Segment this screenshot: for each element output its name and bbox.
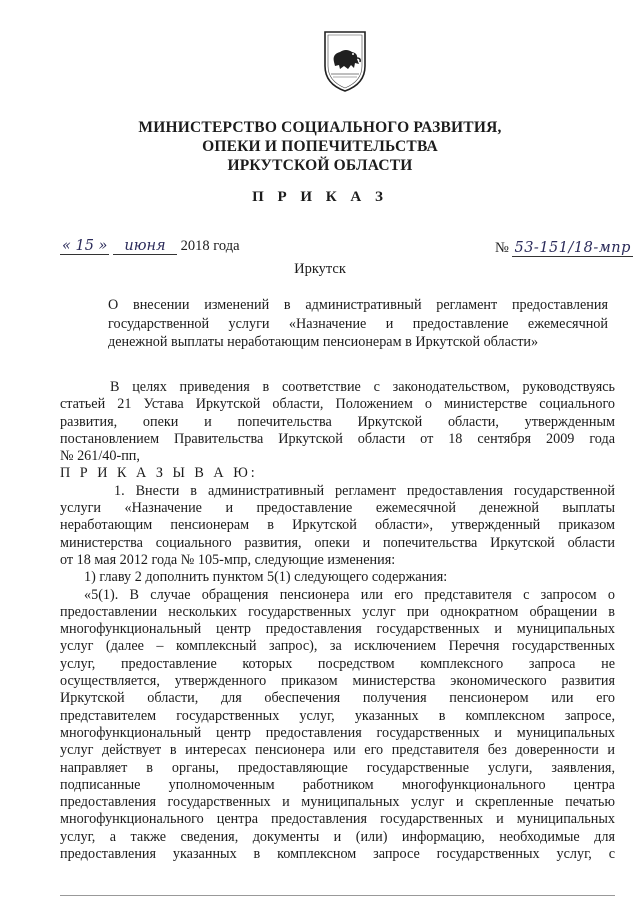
body-line: услуг (далее – комплексный запрос), за исключением Перечня государственных <box>60 638 615 655</box>
number-sign: № <box>495 240 509 256</box>
document-type: П Р И К А З <box>252 189 388 205</box>
page-bottom-edge <box>60 895 615 896</box>
body-line: услуг действует в интересах пенсионера или его представителя без доверенности и <box>60 742 615 759</box>
body-line: «5(1). В случае обращения пенсионера или его представителя с запросом о <box>84 586 615 603</box>
order-date <box>60 238 240 255</box>
city: Иркутск <box>294 261 346 277</box>
ministry-line: ОПЕКИ И ПОПЕЧИТЕЛЬСТВА <box>202 138 438 155</box>
body-line: услуг, предоставление которых посредством комплексного запроса не <box>60 655 615 672</box>
body-line: Иркутской области, для обеспечения получения пенсионером или его <box>60 690 615 707</box>
body-line: направляет в органы, предоставляющие государственные услуги, заявления, <box>60 759 615 776</box>
subject-line: О внесении изменений в административный регламент предоставления <box>108 297 608 313</box>
irkutsk-coat-of-arms-icon <box>320 28 370 94</box>
number-value: 53-151/18-мпр <box>514 240 631 256</box>
body-line: многофункциональный центр предоставления государственных и муниципальных <box>60 621 615 638</box>
body-line: предоставлении нескольких государственных услуг при однократном обращении в <box>60 603 615 620</box>
order-subject <box>108 296 608 352</box>
body-line: предоставления государственных и муниципальных услуг и скрепленные печатью <box>60 794 615 811</box>
body-line: неработающим пенсионерам в Иркутской области», утвержденный приказом <box>60 517 615 534</box>
body-line: 1) главу 2 дополнить пунктом 5(1) следующего содержания: <box>84 569 448 586</box>
date-day: « 15 » <box>62 238 108 254</box>
body-line: многофункционального центра предоставления государственных и муниципальных <box>60 811 615 828</box>
ministry-line: МИНИСТЕРСТВО СОЦИАЛЬНОГО РАЗВИТИЯ, <box>138 119 502 136</box>
body-line: статьей 21 Устава Иркутской области, Положением о министерстве социального <box>60 396 615 413</box>
body-line: услуги «Назначение и предоставление ежемесячной денежной выплаты <box>60 500 615 517</box>
body-line: многофункциональный центр предоставления государственных и муниципальных <box>60 724 615 741</box>
subject-line: государственной услуги «Назначение и предоставление ежемесячной <box>108 315 608 332</box>
ministry-line: ИРКУТСКОЙ ОБЛАСТИ <box>227 157 413 174</box>
body-line: осуществляется, утвержденного приказом министерства экономического развития <box>60 673 615 690</box>
body-line: постановлением Правительства Иркутской области от 18 сентября 2009 года <box>60 430 615 447</box>
body-line: от 18 мая 2012 года № 105-мпр, следующие изменения: <box>60 551 396 568</box>
body-line: услуг, а также сведения, документы и (или) информацию, необходимые для <box>60 828 615 845</box>
order-directive: П Р И К А З Ы В А Ю: <box>60 465 258 482</box>
order-number <box>495 240 633 257</box>
body-line: № 261/40-пп, <box>60 448 140 465</box>
date-month: июня <box>113 238 177 255</box>
body-line: предоставления указанных в комплексном запросе государственных услуг, с <box>60 846 615 863</box>
body-line: 1. Внести в административный регламент предоставления государственной <box>114 482 615 499</box>
order-body <box>60 379 615 863</box>
body-line: представителем государственных услуг, указанных в комплексном запросе, <box>60 707 615 724</box>
date-year: 2018 года <box>180 238 240 254</box>
subject-line: денежной выплаты неработающим пенсионерам в Иркутской области» <box>108 334 539 350</box>
body-line: В целях приведения в соответствие с законодательством, руководствуясь <box>110 379 615 395</box>
body-line: подписанные уполномоченным работником многофункционального центра <box>60 776 615 793</box>
body-line: министерства социального развития, опеки и попечительства Иркутской области <box>60 534 615 551</box>
ministry-name <box>120 118 520 175</box>
body-line: развития, опеки и попечительства Иркутской области, утвержденным <box>60 413 615 430</box>
